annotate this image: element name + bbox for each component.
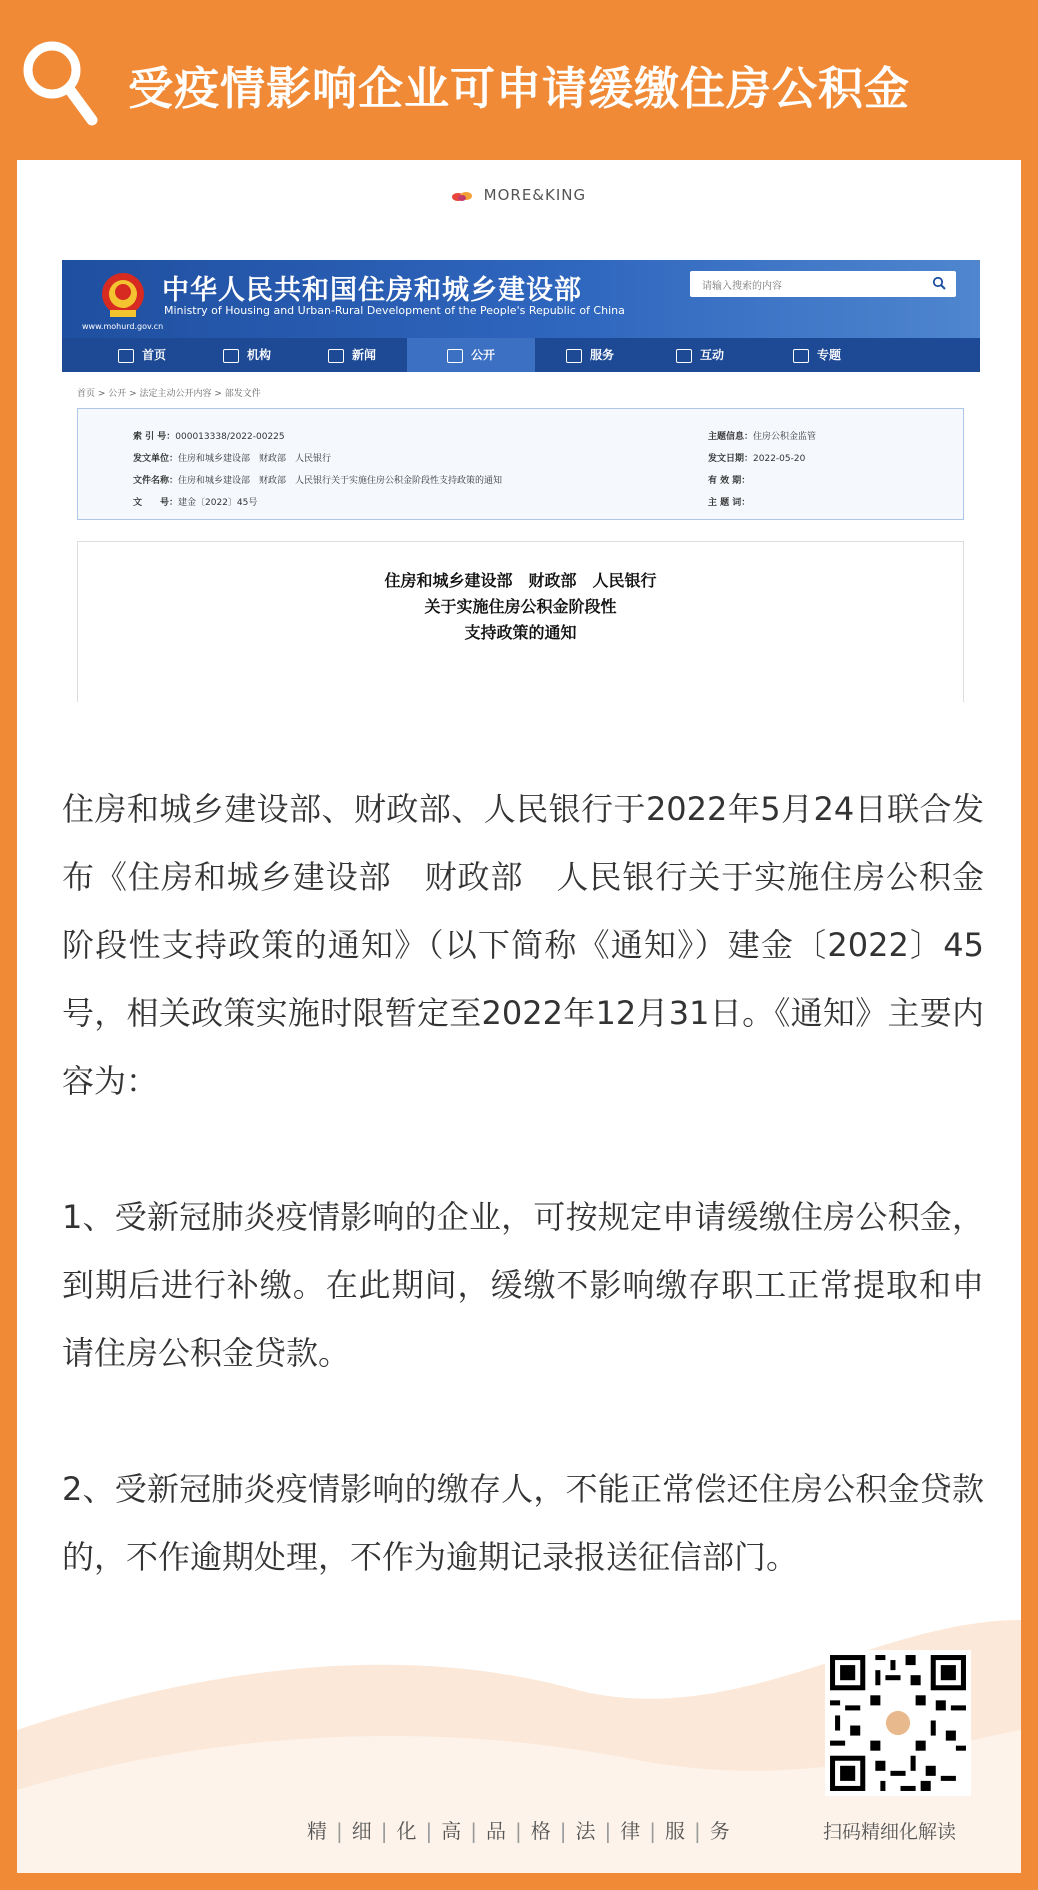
site-banner [62,260,980,345]
meta-docno: 文 号：建金〔2022〕45号 [133,498,258,508]
site-search-input[interactable] [690,271,956,297]
scan-hint: 扫码精细化解读 [823,1821,957,1843]
brand-logo-icon [452,190,474,202]
search-icon [20,32,100,132]
site-title-en: Ministry of Housing and Urban-Rural Development of the People's Republic of China [164,304,625,317]
footer-slogan: 精 | 细 | 化 | 高 | 品 | 格 | 法 | 律 | 服 | 务 [307,1819,730,1843]
page-title: 受疫情影响企业可申请缓缴住房公积金 [128,62,911,115]
doc-title-line: 关于实施住房公积金阶段性 [424,597,617,616]
article-body [62,775,984,1591]
document-meta-table [77,408,964,520]
ministry-site-screenshot [62,260,980,700]
document-title-box [77,541,964,702]
breadcrumb[interactable]: 首页 > 公开 > 法定主动公开内容 > 部发文件 [77,389,261,399]
meta-date: 发文日期：2022-05-20 [708,454,806,464]
meta-topic: 主题信息：住房公积金监管 [708,432,817,442]
doc-title-line: 支持政策的通知 [464,623,577,642]
meta-issuer: 发文单位：住房和城乡建设部 财政部 人民银行 [133,454,332,464]
site-url: www.mohurd.gov.cn [82,322,164,331]
meta-docname: 文件名称：住房和城乡建设部 财政部 人民银行关于实施住房公积金阶段性支持政策的通知 [133,476,503,486]
user-icon [566,349,582,363]
brand-mark [17,186,1021,204]
nav-item-news[interactable]: 新闻 [302,338,402,372]
item-paragraph-2: 2、受新冠肺炎疫情影响的缴存人，不能正常偿还住房公积金贷款的，不作逾期处理，不作为逾期记录报送征信部门。 [62,1470,984,1576]
site-title-cn: 中华人民共和国住房和城乡建设部 [162,275,582,306]
meta-index: 索 引 号：000013338/2022-00225 [133,432,285,442]
folder-icon [447,349,463,363]
building-icon [223,349,239,363]
nav-item-topics[interactable]: 专题 [762,338,872,372]
brand-name: MORE&KING [483,186,587,204]
qr-code-image[interactable] [825,1650,971,1796]
home-icon [118,349,134,363]
meta-keywords: 主 题 词： [708,498,751,508]
intro-paragraph: 住房和城乡建设部、财政部、人民银行于2022年5月24日联合发布《住房和城乡建设部 财政部 人民银行关于实施住房公积金阶段性支持政策的通知》（以下简称《通知》）建金〔2022〕45号，相关政策实施时限暂定至2022年12月31日。《通知》主要内容为： [62,790,984,1100]
people-icon [676,349,692,363]
search-icon[interactable] [932,276,946,290]
nav-item-org[interactable]: 机构 [197,338,297,372]
national-emblem-icon [100,270,146,320]
nav-item-interact[interactable]: 互动 [645,338,755,372]
doc-title-line: 住房和城乡建设部 财政部 人民银行 [384,571,657,590]
nav-item-home[interactable]: 首页 [92,338,192,372]
star-icon [793,349,809,363]
content-card [17,160,1021,1873]
nav-item-service[interactable]: 服务 [540,338,640,372]
news-icon [328,349,344,363]
meta-valid: 有 效 期： [708,476,751,486]
site-nav [62,338,980,372]
item-paragraph-1: 1、受新冠肺炎疫情影响的企业，可按规定申请缓缴住房公积金，到期后进行补缴。在此期间，缓缴不影响缴存职工正常提取和申请住房公积金贷款。 [62,1198,984,1372]
nav-item-public[interactable]: 公开 [407,338,535,372]
header-bar [0,0,1038,160]
site-search-placeholder: 请输入搜索的内容 [702,281,782,292]
